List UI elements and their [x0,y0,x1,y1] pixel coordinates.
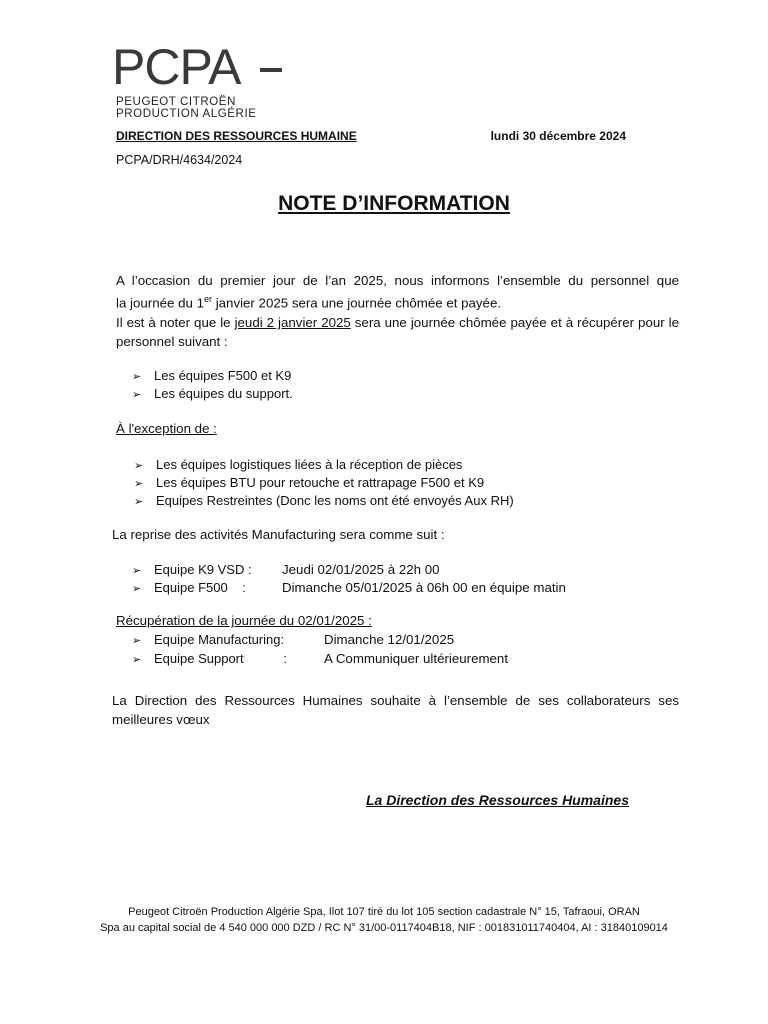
arrow-bullet-icon: ➢ [132,371,142,383]
page-title: NOTE D’INFORMATION [278,192,510,215]
note-text-b: sera une journée chômée payée et à récupérer pour le personnel suivant : [116,315,679,349]
list-item: ➢ Les équipes du support. [132,385,293,404]
header-row [116,129,626,143]
intro-line2: la journée du 1er janvier 2025 sera une journée chômée et payée. [116,294,502,311]
arrow-bullet-icon: ➢ [132,583,142,595]
recovery-heading: Récupération de la journée du 02/01/2025 : [116,613,372,628]
resumption-row: ➢ Equipe F500 : [132,579,246,598]
logo-line2: PRODUCTION ALGÉRIE [116,108,257,120]
arrow-bullet-icon: ➢ [132,635,142,647]
arrow-bullet-icon: ➢ [134,496,144,508]
note-paragraph [116,313,679,351]
resumption-value: Jeudi 02/01/2025 à 22h 00 [282,562,440,577]
arrow-bullet-icon: ➢ [134,478,144,490]
resumption-intro: La reprise des activités Manufacturing sera comme suit : [112,527,445,542]
recovery-value: Dimanche 12/01/2025 [324,632,455,647]
signature: La Direction des Ressources Humaines [366,792,629,808]
closing-paragraph: La Direction des Ressources Humaines souhaite à l’ensemble de ses collaborateurs ses meilleures vœux [112,693,679,727]
logo-line1: PEUGEOT CITROËN [116,96,236,108]
arrow-bullet-icon: ➢ [132,389,142,401]
resumption-value: Dimanche 05/01/2025 à 06h 00 en équipe matin [282,580,566,595]
department-name: DIRECTION DES RESSOURCES HUMAINE [116,129,357,143]
arrow-bullet-icon: ➢ [132,654,142,666]
intro-paragraph [116,271,679,312]
exception-heading: À l'exception de : [116,421,217,436]
recovery-row: ➢ Equipe Manufacturing: [132,631,284,650]
document-date: lundi 30 décembre 2024 [490,129,626,143]
footer-line2: Spa au capital social de 4 540 000 000 DZD / RC N° 31/00-0117404B18, NIF : 001831011740404, AI : 31840109014 [100,922,668,934]
logo-brand: PCPA [112,44,241,92]
pcpa-logo [112,44,287,92]
arrow-bullet-icon: ➢ [134,460,144,472]
arrow-bullet-icon: ➢ [132,565,142,577]
resumption-row: ➢ Equipe K9 VSD : [132,561,252,580]
intro-line1: A l’occasion du premier jour de l’an 2025, nous informons l’ensemble du personnel que [116,273,679,288]
list-item: ➢ Equipes Restreintes (Donc les noms ont été envoyés Aux RH) [134,492,514,511]
list-item: ➢ Les équipes F500 et K9 [132,367,291,386]
list-item: ➢ Les équipes logistiques liées à la réception de pièces [134,456,462,475]
list-item: ➢ Les équipes BTU pour retouche et rattrapage F500 et K9 [134,474,484,493]
document-reference: PCPA/DRH/4634/2024 [116,153,243,167]
recovery-row: ➢ Equipe Support : [132,650,287,669]
note-date: jeudi 2 janvier 2025 [234,315,351,330]
recovery-value: A Communiquer ultérieurement [324,651,509,666]
footer-line1: Peugeot Citroën Production Algérie Spa, Ilot 107 tiré du lot 105 section cadastrale N° 15, Tafraoui, ORAN [128,906,640,918]
note-text-a: Il est à noter que le [116,315,235,330]
